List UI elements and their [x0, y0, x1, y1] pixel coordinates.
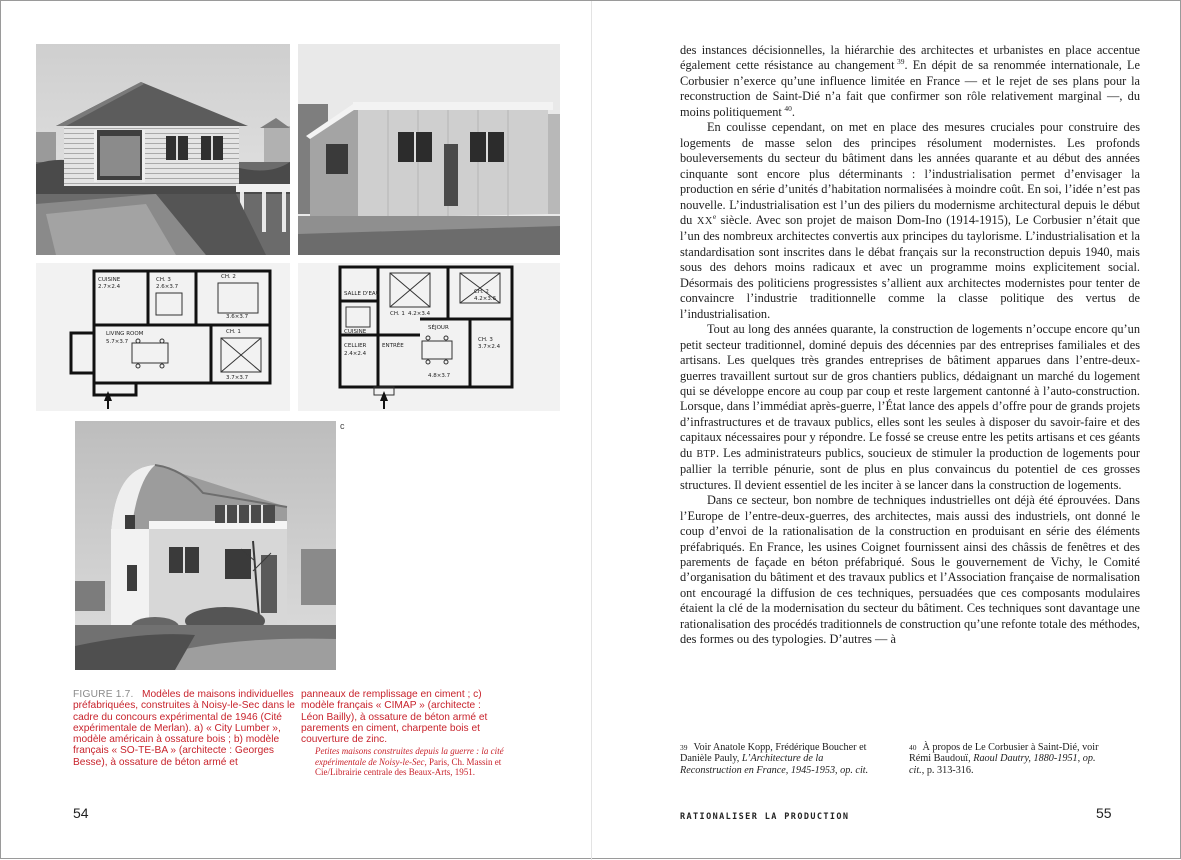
floor-plan-sotiba	[298, 263, 560, 411]
footnote-39-number: 39	[680, 743, 688, 752]
footnote-ref-40[interactable]: 40	[784, 103, 792, 113]
photo-sotiba-house	[298, 44, 560, 255]
plan-b-cellier-dim: 2.4×2.4	[344, 351, 367, 357]
gutter-line	[591, 1, 592, 860]
plan-a-ch2-dim: 3.6×3.7	[226, 314, 249, 320]
paragraph-1-text-b: . En dépit de sa renommée internationale, Le Corbusier n’exerce qu’une influence limitée en France — et le rejet de ses plans pour la reconstruction de Saint-Dié n’a fait que confirmer son rôle relativement marginal —, du moins politiquement	[680, 58, 1141, 119]
century-numeral: XX	[696, 215, 713, 227]
photo-cimap-house	[75, 421, 336, 670]
acronym-btp: BTP	[696, 448, 716, 460]
plan-a-ch2-label: CH. 2	[221, 274, 236, 280]
paragraph-1-text: des instances décisionnelles, la hiérarchie des architectes et urbanistes en place accentue également cette résistance au changement	[680, 43, 1140, 73]
figure-source-publisher: , Paris, Ch. Massin et Cie/Librairie centrale des Beaux-Arts, 1951.	[315, 756, 502, 778]
plan-b-sejour-label: SÉJOUR	[428, 325, 449, 331]
plan-b-sejour-dim: 4.8×3.7	[428, 373, 451, 379]
photo-sotiba-image	[298, 44, 560, 255]
main-text	[680, 43, 1140, 648]
plan-b-ch2-label: CH. 2	[474, 289, 489, 295]
running-head: RATIONALISER LA PRODUCTION	[680, 812, 850, 822]
floor-plan-b-drawing	[298, 263, 560, 411]
paragraph-3-text-b: . Les administrateurs publics, soucieux de stimuler la production de logements pour pallier la terrible pénurie, sont de plus en plus convaincus du potentiel de ces grosses structures. Il devient essentiel de les inciter à se lancer dans la construction de logements.	[680, 445, 1140, 492]
figure-caption-text-2: panneaux de remplissage en ciment ; c) modèle français « CIMAP » (architecte : Léon Bailly), à ossature de béton armé et parements en ciment, charpente bois et couverture de zinc.	[301, 689, 488, 746]
paragraph-1-end: .	[791, 104, 795, 119]
plan-b-ch3-dim: 3.7×2.4	[478, 344, 501, 350]
footnote-40-opcit: op. cit.	[909, 753, 1096, 776]
plan-a-kitchen-dim: 2.7×2.4	[98, 284, 121, 290]
paragraph-2-text: En coulisse cependant, on met en place des mesures cruciales pour construire des logements de masse selon des principes résolument modernistes. Les profonds bouleversements du secteur du bâtiment dans les années quarante et au début des années cinquante sont encore plus déterminants : l’industrialisation permet d’envisager la production en série d’unités d’habitation normalisées à moindre coût. En soi, l’idée n’est pas nouvelle. L’industrialisation est l’un des piliers du modernisme architectural depuis le début du	[680, 120, 1140, 227]
plan-a-living-label: LIVING ROOM	[106, 331, 144, 337]
figure-caption-col2	[301, 689, 506, 778]
plan-a-living-dim: 5.7×3.7	[106, 339, 129, 345]
photo-city-lumber-house	[36, 44, 290, 255]
figure-caption-col1	[73, 689, 298, 768]
footnote-39-title: L’Architecture de la Reconstruction en France, 1945-1953	[680, 753, 836, 776]
plan-b-cellier-label: CELLIER	[344, 343, 367, 349]
plan-b-ch1-label: CH. 1	[390, 311, 405, 317]
footnote-39-opcit: op. cit.	[840, 764, 869, 776]
century-suffix: e	[712, 211, 717, 221]
figure-caption-text-1: Modèles de maisons individuelles préfabriquées, construites à Noisy-le-Sec dans le cadre du concours expérimental de 1946 (Cité expérimentale de Merlan). a) « City Lumber », modèle américain à ossature bois ; b) modèle français « SO-TE-BA » (architecte : Georges Besse), à ossature de béton armé et	[73, 689, 295, 768]
plan-b-ch3-label: CH. 3	[478, 337, 493, 343]
floor-plan-city-lumber	[36, 263, 290, 411]
paragraph-3-text: Tout au long des années quarante, la construction de logements n’occupe encore qu’un petit secteur traditionnel, dominé depuis des décennies par des entreprises familiales et des artisans. Les quelques très grandes entreprises de bâtiment apparues dans l’entre-deux-guerres travaillent surtout sur de gros chantiers publics, dédaignant un marché du logement qui se développe encore au coup par coup et reste largement cantonné à l’auto-construction. Lorsque, dans l’immédiat après-guerre, l’État lance des appels d’offre pour de grands projets d’infrastructures et de travaux publics, elles sont les seules à disposer du savoir-faire et des capitaux nécessaires pour y répondre. Le fossé se creuse entre les petits artisans et ces géants du	[680, 322, 1140, 460]
paragraph-2	[680, 120, 1140, 322]
plan-a-ch1-label: CH. 1	[226, 329, 241, 335]
plan-b-ch1-dim: 4.2×3.4	[408, 311, 431, 317]
footnote-40-number: 40	[909, 743, 917, 752]
footnote-40	[909, 742, 1099, 776]
footnote-39-authors: Voir Anatole Kopp, Frédérique Boucher et Danièle Pauly,	[680, 742, 867, 765]
plan-b-salle-label: SALLE D'EAU	[344, 291, 380, 297]
panel-letter-c: c	[340, 421, 345, 431]
plan-a-ch3-label: CH. 3	[156, 277, 171, 283]
figure-label: FIGURE 1.7.	[73, 689, 134, 700]
paragraph-2-text-b: siècle. Avec son projet de maison Dom-Ino (1914-1915), Le Corbusier n’était que l’un des nombreux architectes convertis aux principes du taylorisme. L’industrialisation et la standardisation sont inscrites dans le débat français sur la reconstruction depuis 1940, mais sous des dehors moins radicaux et avec un programme moins explicitement social. Désormais des politiciens progressistes s’allient aux architectes modernistes pour tenter de convaincre l’industrie traditionnelle comme la classe politique des vertus de l’industrialisation.	[680, 212, 1140, 321]
footnote-40-authors: À propos de Le Corbusier à Saint-Dié, voir Rémi Baudouï,	[909, 742, 1099, 765]
footnote-40-sep: ,	[1077, 753, 1083, 765]
plan-a-kitchen-label: CUISINE	[98, 277, 121, 283]
paragraph-1	[680, 43, 1140, 120]
plan-b-entree-label: ENTRÉE	[382, 343, 404, 349]
paragraph-3	[680, 322, 1140, 493]
footnote-40-title: Raoul Dautry, 1880-1951	[973, 753, 1078, 765]
footnote-40-pages: , p. 313-316.	[921, 764, 974, 776]
page-number-right: 55	[1096, 805, 1112, 821]
plan-a-ch1-dim: 3.7×3.7	[226, 375, 249, 381]
paragraph-4: Dans ce secteur, bon nombre de techniques industrielles ont déjà été éprouvées. Dans l’Europe de l’entre-deux-guerres, des architectes, mais aussi des industriels, ont donné le coup d’envoi de la rationalisation de la construction en produisant en série des éléments préfabriqués. En France, les usines Coignet fournissent ainsi des châssis de fenêtres et des parements de façade en béton préfabriqué. Sous le gouvernement de Vichy, le Comité d’organisation du bâtiment et des travaux publics et l’Association française de normalisation ont encouragé la diffusion de ces techniques, persuadées que ces composants modulaires étaient la clé de la modernisation du secteur du bâtiment. Ces techniques sont davantage une rationalisation des procédés traditionnels de construction qu’une refonte totale des méthodes, des formes ou des typologies. D’autres — à	[680, 493, 1140, 647]
figure-source	[315, 746, 506, 777]
plan-b-ch2-dim: 4.2×3.6	[474, 296, 497, 302]
plan-a-ch3-dim: 2.6×3.7	[156, 284, 179, 290]
page-number-left: 54	[73, 805, 89, 821]
photo-city-lumber-image	[36, 44, 290, 255]
footnote-39	[680, 742, 880, 776]
footnote-ref-39[interactable]: 39	[897, 57, 905, 67]
footnote-39-sep: ,	[835, 764, 841, 776]
plan-b-cuisine-label: CUISINE	[344, 329, 367, 335]
photo-cimap-image	[75, 421, 336, 670]
figure-source-title: Petites maisons construites depuis la guerre : la cité expérimentale de Noisy-le-Sec	[315, 746, 504, 767]
floor-plan-a-drawing	[36, 263, 290, 411]
